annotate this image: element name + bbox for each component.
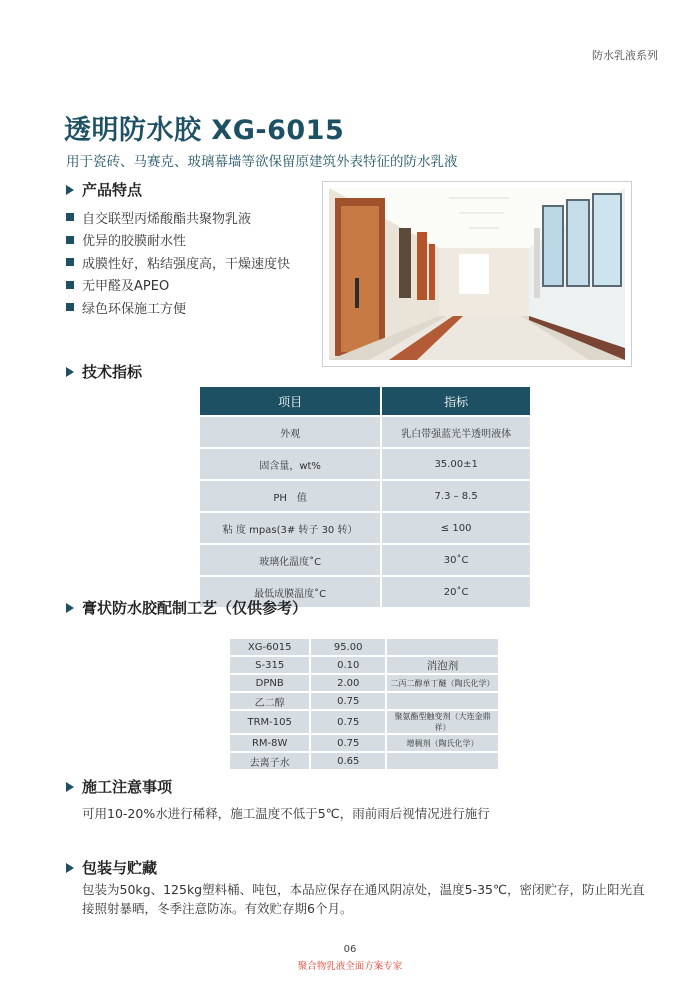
triangle-bullet-icon	[66, 863, 74, 873]
table-row	[200, 449, 530, 479]
table-row	[200, 513, 530, 543]
storage-text-line2: 接照射暴晒，冬季注意防冻。有效贮存期6个月。	[82, 901, 353, 916]
tech-cell: 20˚C	[382, 577, 530, 607]
tech-cell: 粘 度 mpas(3# 转子 30 转）	[200, 513, 380, 543]
notes-heading-text: 施工注意事项	[82, 778, 173, 796]
tech-cell: 乳白带强蓝光半透明液体	[382, 417, 530, 447]
triangle-bullet-icon	[66, 367, 74, 377]
table-row	[230, 735, 498, 751]
recipe-cell: 0.75	[311, 711, 385, 733]
recipe-cell: 2.00	[311, 675, 385, 691]
feature-item	[66, 296, 326, 319]
recipe-cell: S-315	[230, 657, 309, 673]
recipe-cell: XG-6015	[230, 639, 309, 655]
tech-cell: 7.3 – 8.5	[382, 481, 530, 511]
recipe-cell: 聚氨酯型触变剂（大连金鼎祥）	[387, 711, 498, 733]
recipe-heading-text: 膏状防水胶配制工艺（仅供参考）	[82, 599, 308, 617]
recipe-cell: 95.00	[311, 639, 385, 655]
tech-cell: 30˚C	[382, 545, 530, 575]
tech-col-item: 项目	[200, 387, 380, 415]
triangle-bullet-icon	[66, 603, 74, 613]
recipe-cell: 0.75	[311, 735, 385, 751]
storage-heading-text: 包装与贮藏	[82, 859, 158, 877]
footer-slogan: 聚合物乳液全面方案专家	[297, 961, 403, 972]
feature-item	[66, 229, 326, 252]
recipe-cell: 0.75	[311, 693, 385, 709]
recipe-cell: 0.65	[311, 753, 385, 769]
corridor-photo	[322, 181, 632, 367]
features-heading-text: 产品特点	[82, 181, 143, 199]
storage-heading	[66, 857, 157, 878]
tech-heading	[66, 361, 142, 382]
square-bullet-icon	[66, 213, 74, 221]
feature-text: 成膜性好，粘结强度高，干燥速度快	[82, 256, 291, 272]
feature-text: 绿色环保施工方便	[82, 301, 187, 317]
series-label: 防水乳液系列	[592, 49, 658, 62]
recipe-cell	[387, 753, 498, 769]
square-bullet-icon	[66, 303, 74, 311]
square-bullet-icon	[66, 236, 74, 244]
feature-text: 无甲醛及APEO	[82, 279, 170, 295]
storage-text-line1: 包装为50kg、125kg塑料桶、吨包，本品应保存在通风阴凉处，温度5-35℃，密闭贮存，防止阳光直	[82, 882, 645, 897]
tech-cell: 固含量，wt%	[200, 449, 380, 479]
table-row	[200, 545, 530, 575]
feature-item	[66, 274, 326, 297]
notes-text: 可用10-20%水进行稀释，施工温度不低于5℃，雨前雨后视情况进行施行	[82, 806, 490, 821]
notes-heading	[66, 776, 172, 797]
recipe-cell: 0.10	[311, 657, 385, 673]
table-row	[200, 417, 530, 447]
recipe-cell: RM-8W	[230, 735, 309, 751]
recipe-cell	[387, 693, 498, 709]
feature-text: 优异的胶膜耐水性	[82, 234, 187, 250]
table-row	[230, 657, 498, 673]
corridor-illustration	[329, 188, 625, 360]
recipe-table	[228, 637, 500, 771]
tech-cell: 35.00±1	[382, 449, 530, 479]
recipe-cell: DPNB	[230, 675, 309, 691]
recipe-cell: 增稠剂（陶氏化学）	[387, 735, 498, 751]
feature-item	[66, 251, 326, 274]
tech-cell: PH 值	[200, 481, 380, 511]
square-bullet-icon	[66, 281, 74, 289]
table-row	[230, 711, 498, 733]
recipe-cell: 消泡剂	[387, 657, 498, 673]
recipe-cell: 乙二醇	[230, 693, 309, 709]
table-row	[230, 693, 498, 709]
square-bullet-icon	[66, 258, 74, 266]
feature-list	[66, 206, 326, 319]
recipe-cell: 二丙二醇单丁醚（陶氏化学）	[387, 675, 498, 691]
table-row	[230, 639, 498, 655]
triangle-bullet-icon	[66, 185, 74, 195]
tech-cell: 外观	[200, 417, 380, 447]
table-row	[230, 675, 498, 691]
product-subtitle: 用于瓷砖、马赛克、玻璃幕墙等欲保留原建筑外表特征的防水乳液	[66, 154, 458, 170]
page-number: 06	[343, 944, 357, 955]
tech-header-row	[200, 387, 530, 415]
recipe-heading	[66, 597, 307, 618]
recipe-cell	[387, 639, 498, 655]
tech-cell: 最低成膜温度˚C	[200, 577, 380, 607]
tech-table	[198, 385, 532, 609]
features-heading	[66, 179, 142, 200]
tech-cell: 玻璃化温度˚C	[200, 545, 380, 575]
tech-heading-text: 技术指标	[82, 363, 143, 381]
product-title: 透明防水胶 XG-6015	[64, 115, 345, 146]
tech-cell: ≤ 100	[382, 513, 530, 543]
recipe-cell: TRM-105	[230, 711, 309, 733]
feature-item	[66, 206, 326, 229]
recipe-cell: 去离子水	[230, 753, 309, 769]
triangle-bullet-icon	[66, 782, 74, 792]
table-row	[230, 753, 498, 769]
tech-col-spec: 指标	[382, 387, 530, 415]
feature-text: 自交联型丙烯酸酯共聚物乳液	[82, 211, 252, 227]
table-row	[200, 481, 530, 511]
